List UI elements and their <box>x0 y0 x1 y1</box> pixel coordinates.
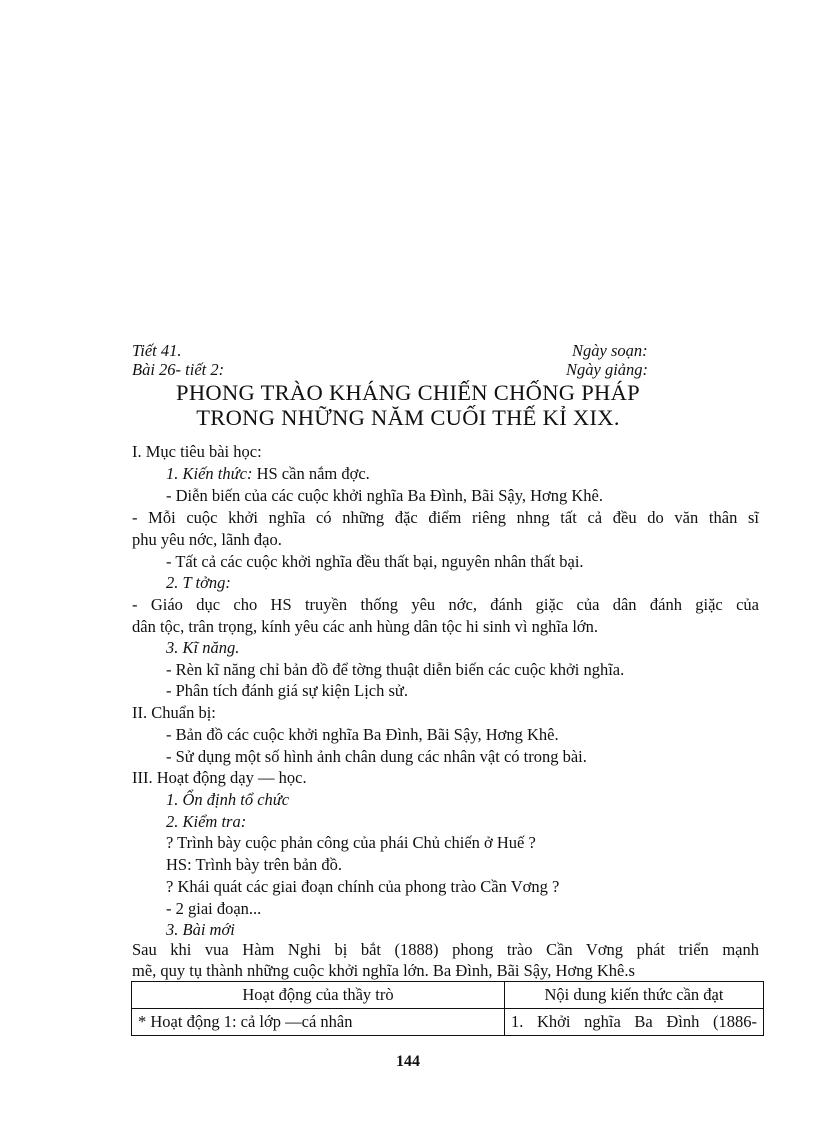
knowledge-item-3: - Tất cả các cuộc khởi nghĩa đều thất bại, nguyên nhân thất bại. <box>166 552 584 571</box>
date-taught-label: Ngày giảng: <box>566 360 649 379</box>
skill-label: 3. Kĩ năng. <box>166 638 240 657</box>
step-2-label: 2. Kiểm tra: <box>166 812 247 831</box>
prep-item-2: - Sử dụng một số hình ảnh chân dung các nhân vật có trong bài. <box>166 747 587 766</box>
step-1-label: 1. Ổn định tổ chức <box>166 790 290 809</box>
intro-line-2: mẽ, quy tụ thành những cuộc khởi nghĩa lớn. Ba Đình, Bãi Sậy, Hơng Khê.s <box>132 961 635 980</box>
step-3-label: 3. Bài mới <box>166 920 235 939</box>
knowledge-item-2-line-1: - Mỗi cuộc khởi nghĩa có những đặc điểm riêng nhng tất cả đều do văn thân sĩ <box>132 508 759 527</box>
knowledge-line <box>166 464 370 484</box>
knowledge-item-1: - Diễn biến của các cuộc khởi nghĩa Ba Đình, Bãi Sậy, Hơng Khê. <box>166 486 604 505</box>
section-2-heading: II. Chuẩn bị: <box>132 703 216 722</box>
table-header-cell: Hoạt động của thầy trò <box>132 982 505 1009</box>
table-header-row <box>132 982 764 1009</box>
thought-item-1-line-1: - Giáo dục cho HS truyền thống yêu nớc, đánh giặc của dân đánh giặc của <box>132 595 759 614</box>
table-row <box>132 1009 764 1036</box>
skill-item-1: - Rèn kĩ năng chỉ bản đồ để tờng thuật diễn biến các cuộc khởi nghĩa. <box>166 660 625 679</box>
lesson-part: Bài 26- tiết 2: <box>132 360 225 379</box>
lesson-table <box>131 981 764 1036</box>
knowledge-label: 1. Kiến thức: <box>166 464 253 483</box>
table-header-cell: Nội dung kiến thức cần đạt <box>505 982 764 1009</box>
answer-1: HS: Trình bày trên bản đồ. <box>166 855 343 874</box>
page-number: 144 <box>396 1053 420 1070</box>
section-1-heading: I. Mục tiêu bài học: <box>132 442 262 461</box>
answer-2: - 2 giai đoạn... <box>166 899 262 918</box>
title-line-2: TRONG NHỮNG NĂM CUỐI THẾ KỈ XIX. <box>196 405 620 430</box>
prep-item-1: - Bản đồ các cuộc khởi nghĩa Ba Đình, Bãi Sậy, Hơng Khê. <box>166 725 559 744</box>
knowledge-item-2-line-2: phu yêu nớc, lãnh đạo. <box>132 530 282 549</box>
table-cell: 1. Khởi nghĩa Ba Đình (1886- <box>505 1009 764 1036</box>
question-2: ? Khái quát các giai đoạn chính của phong trào Cần Vơng ? <box>166 877 560 896</box>
skill-item-2: - Phân tích đánh giá sự kiện Lịch sử. <box>166 681 408 700</box>
title-line-1: PHONG TRÀO KHÁNG CHIẾN CHỐNG PHÁP <box>176 380 640 405</box>
intro-line-1: Sau khi vua Hàm Nghi bị bắt (1888) phong trào Cần Vơng phát triển mạnh <box>132 940 759 959</box>
section-3-heading: III. Hoạt động dạy — học. <box>132 768 307 787</box>
lesson-number: Tiết 41. <box>132 341 182 360</box>
knowledge-text: HS cần nắm đợc. <box>252 464 370 483</box>
date-prepared-label: Ngày soạn: <box>572 341 648 360</box>
thought-label: 2. T tởng: <box>166 573 231 592</box>
question-1: ? Trình bày cuộc phản công của phái Chủ chiến ở Huế ? <box>166 833 536 852</box>
thought-item-1-line-2: dân tộc, trân trọng, kính yêu các anh hùng dân tộc hi sinh vì nghĩa lớn. <box>132 617 599 636</box>
table-cell: * Hoạt động 1: cả lớp —cá nhân <box>132 1009 505 1036</box>
